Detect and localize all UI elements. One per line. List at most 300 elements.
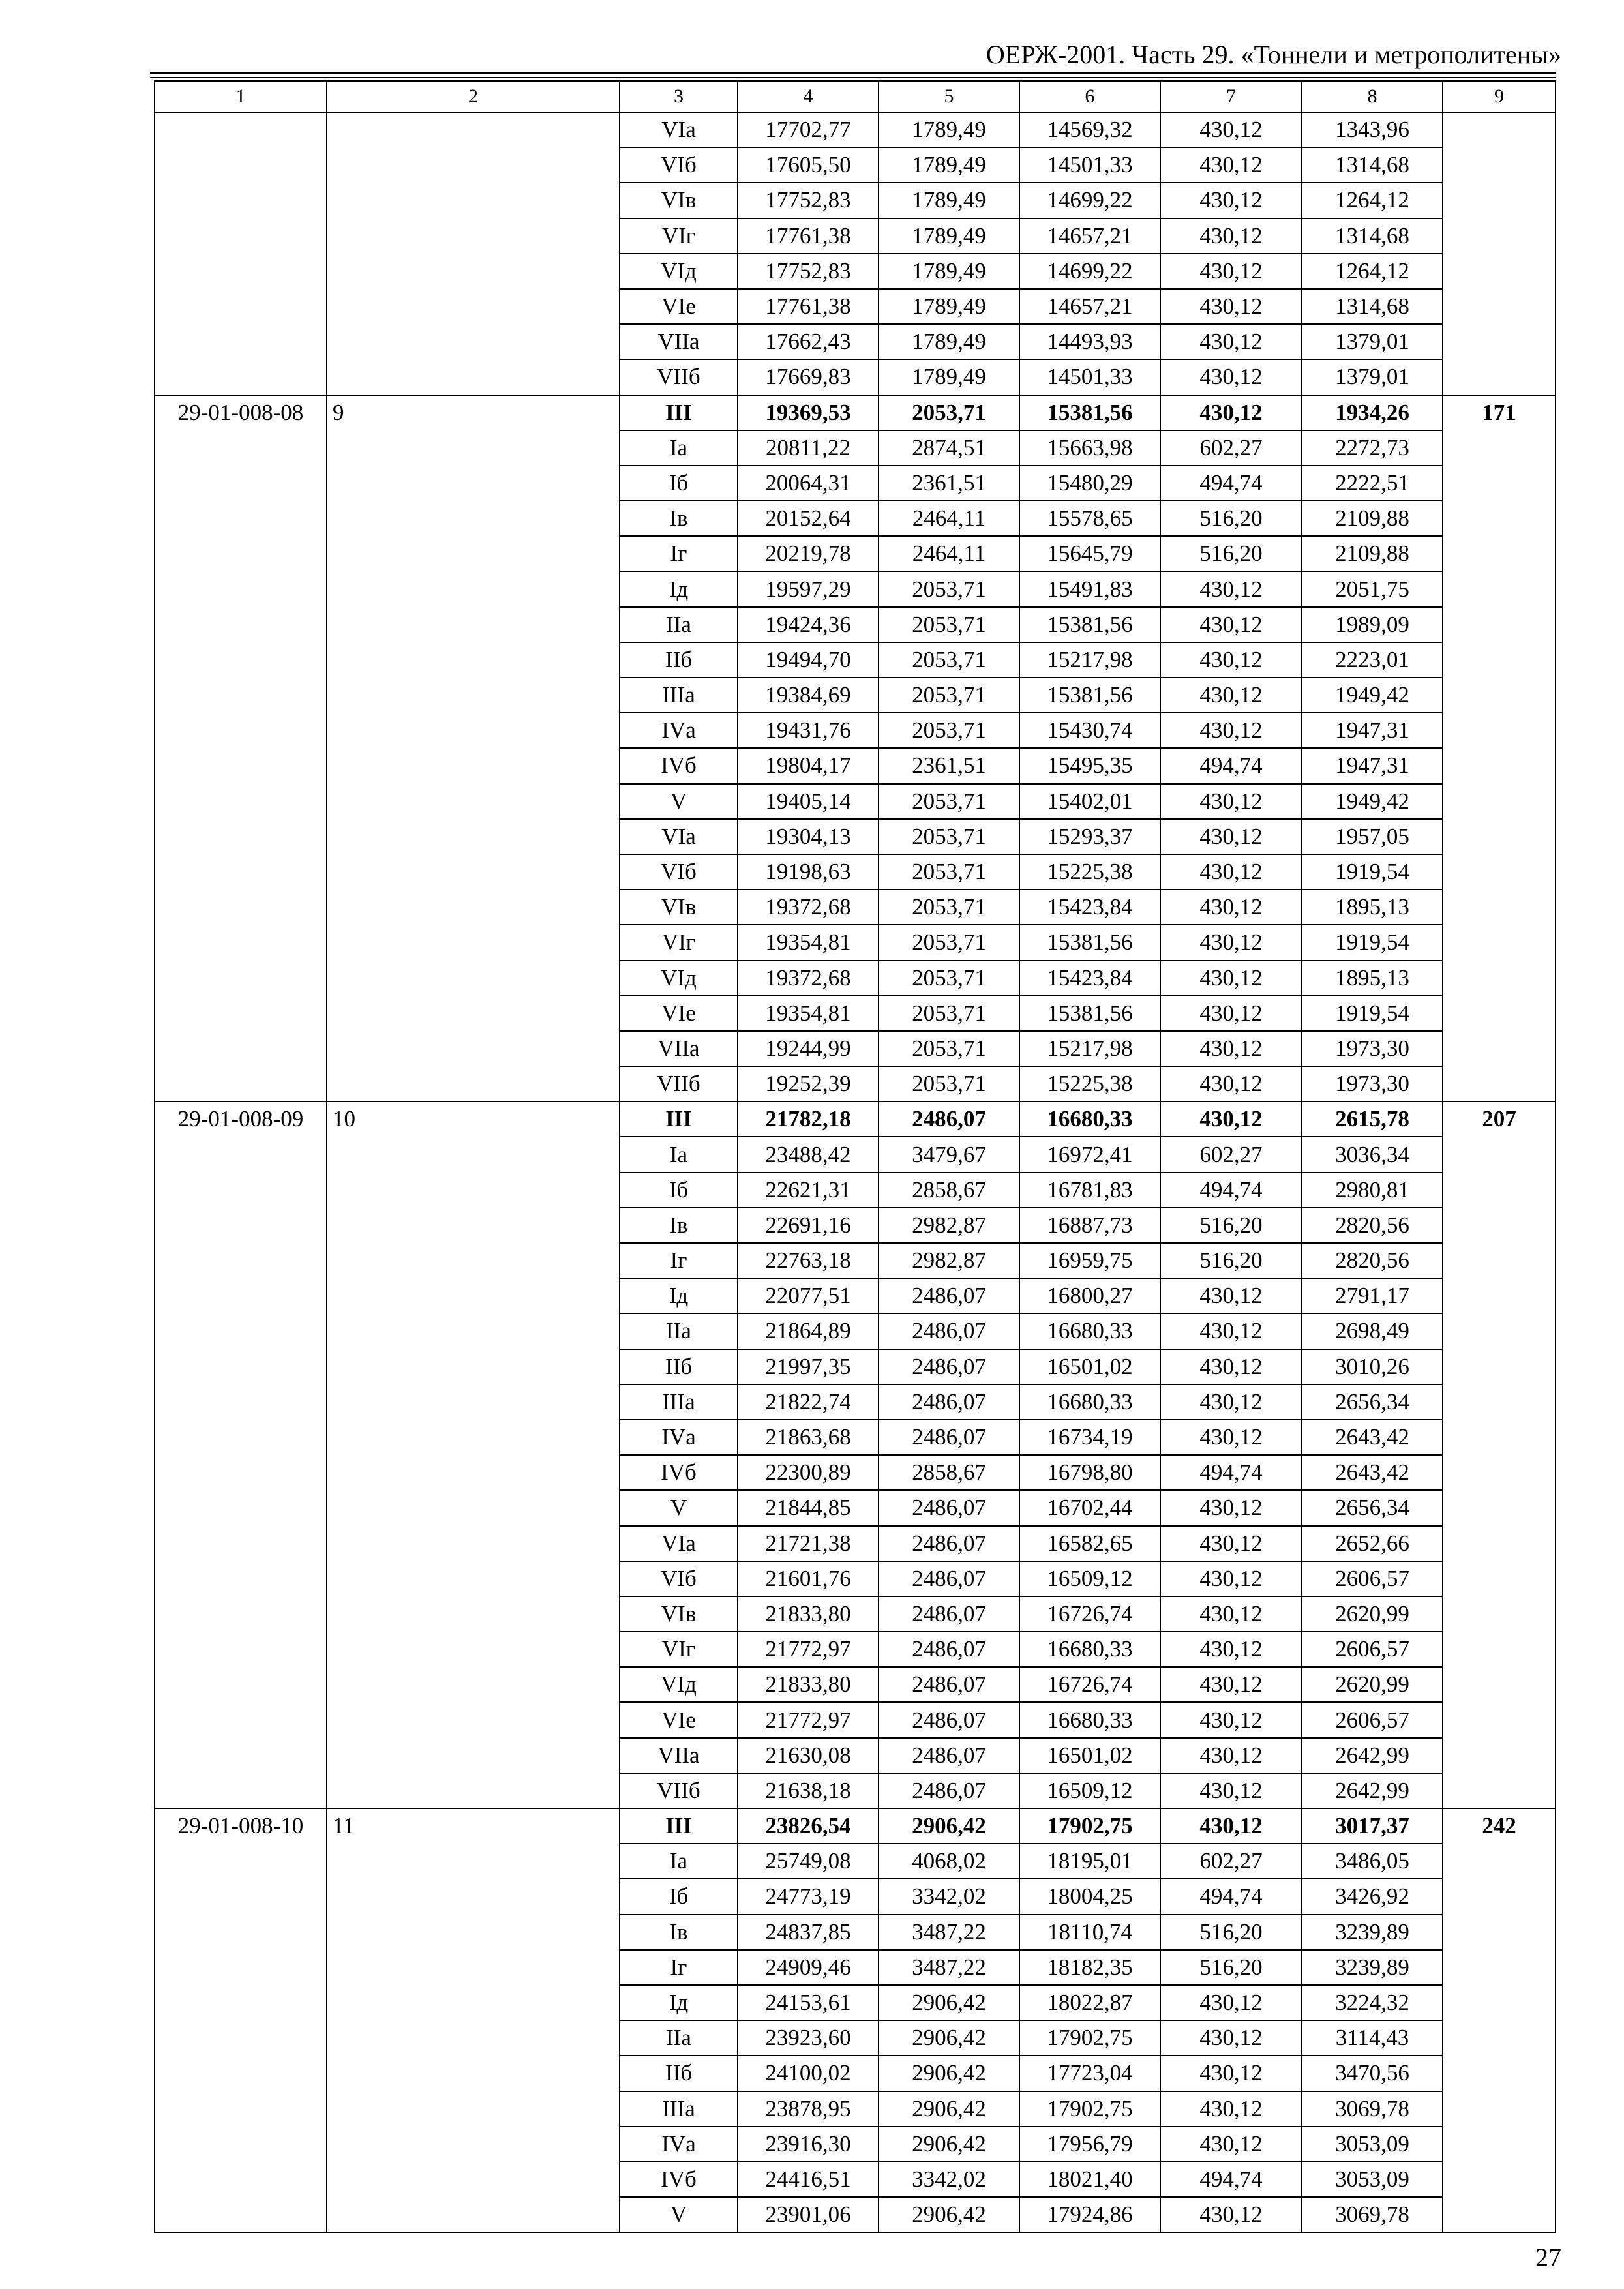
region-cell: Iд: [620, 571, 738, 606]
rate-code: 29-01-008-08: [155, 395, 327, 1102]
value-cell: 21833,80: [738, 1596, 879, 1632]
value-cell: 18195,01: [1019, 1844, 1160, 1879]
value-cell: 2906,42: [879, 2091, 1019, 2127]
value-cell: 430,12: [1160, 1985, 1302, 2020]
value-cell: 22691,16: [738, 1208, 879, 1243]
value-cell: 2698,49: [1302, 1313, 1443, 1349]
value-cell: 430,12: [1160, 678, 1302, 713]
rates-table: [154, 80, 1556, 2233]
value-cell: 1789,49: [879, 147, 1019, 183]
value-cell: 17902,75: [1019, 2020, 1160, 2056]
region-cell: III: [620, 395, 738, 430]
rate-code: 29-01-008-10: [155, 1808, 327, 2232]
region-cell: VIе: [620, 996, 738, 1031]
region-cell: IIб: [620, 2056, 738, 2091]
value-cell: 20219,78: [738, 536, 879, 571]
value-cell: 3053,09: [1302, 2127, 1443, 2162]
value-cell: 1957,05: [1302, 819, 1443, 854]
value-cell: 2486,07: [879, 1490, 1019, 1525]
value-cell: 2606,57: [1302, 1561, 1443, 1596]
value-cell: 17662,43: [738, 324, 879, 359]
value-cell: 16509,12: [1019, 1561, 1160, 1596]
value-cell: 22300,89: [738, 1455, 879, 1490]
value-cell: 20811,22: [738, 430, 879, 466]
value-cell: 24909,46: [738, 1950, 879, 1985]
table-row: [155, 395, 1556, 430]
value-cell: 2606,57: [1302, 1632, 1443, 1667]
value-cell: 494,74: [1160, 1173, 1302, 1208]
value-cell: 16509,12: [1019, 1773, 1160, 1808]
value-cell: 3487,22: [879, 1950, 1019, 1985]
value-cell: 2980,81: [1302, 1173, 1443, 1208]
value-cell: 15381,56: [1019, 678, 1160, 713]
value-cell: 19384,69: [738, 678, 879, 713]
value-cell: 17752,83: [738, 254, 879, 289]
value-cell: 3239,89: [1302, 1915, 1443, 1950]
value-cell: 516,20: [1160, 501, 1302, 536]
value-cell: 1973,30: [1302, 1066, 1443, 1101]
value-cell: 16680,33: [1019, 1632, 1160, 1667]
value-cell: 1314,68: [1302, 218, 1443, 254]
value-cell: 15578,65: [1019, 501, 1160, 536]
value-cell: 2109,88: [1302, 501, 1443, 536]
value-cell: 2642,99: [1302, 1773, 1443, 1808]
value-cell: 516,20: [1160, 1208, 1302, 1243]
value-cell: 1789,49: [879, 183, 1019, 218]
value-cell: 3069,78: [1302, 2197, 1443, 2232]
value-cell: 2053,71: [879, 925, 1019, 960]
value-cell: 430,12: [1160, 1632, 1302, 1667]
region-cell: VIв: [620, 890, 738, 925]
value-cell: 2486,07: [879, 1561, 1019, 1596]
value-cell: 1949,42: [1302, 678, 1443, 713]
value-cell: 2486,07: [879, 1420, 1019, 1455]
value-cell: 430,12: [1160, 996, 1302, 1031]
value-cell: 430,12: [1160, 147, 1302, 183]
value-cell: 516,20: [1160, 1950, 1302, 1985]
value-cell: 19424,36: [738, 607, 879, 642]
value-cell: 430,12: [1160, 961, 1302, 996]
value-cell: 19198,63: [738, 854, 879, 890]
value-cell: 16501,02: [1019, 1349, 1160, 1384]
value-cell: 19304,13: [738, 819, 879, 854]
value-cell: 430,12: [1160, 1101, 1302, 1137]
region-cell: VIIб: [620, 1066, 738, 1101]
value-cell: 2906,42: [879, 2020, 1019, 2056]
value-cell: 1789,49: [879, 359, 1019, 395]
value-cell: 1973,30: [1302, 1031, 1443, 1066]
value-cell: 21864,89: [738, 1313, 879, 1349]
value-cell: 430,12: [1160, 642, 1302, 678]
region-cell: III: [620, 1808, 738, 1844]
region-cell: Iг: [620, 1243, 738, 1278]
value-cell: 2906,42: [879, 2197, 1019, 2232]
value-cell: 1947,31: [1302, 748, 1443, 783]
value-cell: 2906,42: [879, 1985, 1019, 2020]
header-rule-thin: [150, 77, 1556, 78]
value-cell: 430,12: [1160, 254, 1302, 289]
value-cell: 1895,13: [1302, 890, 1443, 925]
region-cell: V: [620, 2197, 738, 2232]
value-cell: 2858,67: [879, 1173, 1019, 1208]
value-cell: 17702,77: [738, 112, 879, 147]
value-cell: 2643,42: [1302, 1455, 1443, 1490]
value-cell: 19494,70: [738, 642, 879, 678]
value-cell: 2109,88: [1302, 536, 1443, 571]
value-cell: 2486,07: [879, 1313, 1019, 1349]
value-cell: 17902,75: [1019, 2091, 1160, 2127]
column-header: 4: [738, 81, 879, 112]
value-cell: 2053,71: [879, 1031, 1019, 1066]
region-cell: IIIа: [620, 2091, 738, 2127]
rate-code: [155, 112, 327, 395]
region-cell: III: [620, 1101, 738, 1137]
value-cell: 3342,02: [879, 2162, 1019, 2197]
value-cell: 18022,87: [1019, 1985, 1160, 2020]
value-cell: 16726,74: [1019, 1667, 1160, 1702]
value-cell: 15402,01: [1019, 784, 1160, 819]
value-cell: 21782,18: [738, 1101, 879, 1137]
column-header: 7: [1160, 81, 1302, 112]
value-cell: 16680,33: [1019, 1313, 1160, 1349]
region-cell: VIе: [620, 1702, 738, 1737]
value-cell: 18182,35: [1019, 1950, 1160, 1985]
value-cell: 14501,33: [1019, 359, 1160, 395]
value-cell: 430,12: [1160, 1702, 1302, 1737]
value-cell: 1789,49: [879, 254, 1019, 289]
value-cell: 15423,84: [1019, 961, 1160, 996]
value-cell: 21863,68: [738, 1420, 879, 1455]
value-cell: 17924,86: [1019, 2197, 1160, 2232]
value-cell: 15381,56: [1019, 925, 1160, 960]
value-cell: 516,20: [1160, 1243, 1302, 1278]
value-cell: 3239,89: [1302, 1950, 1443, 1985]
value-cell: 430,12: [1160, 1031, 1302, 1066]
region-cell: Iа: [620, 430, 738, 466]
region-cell: VIг: [620, 925, 738, 960]
value-cell: 16798,80: [1019, 1455, 1160, 1490]
value-cell: 1919,54: [1302, 996, 1443, 1031]
value-cell: 19252,39: [738, 1066, 879, 1101]
value-cell: 18004,25: [1019, 1879, 1160, 1914]
value-cell: 14699,22: [1019, 183, 1160, 218]
column-header: 2: [327, 81, 620, 112]
column-header: 6: [1019, 81, 1160, 112]
value-cell: 15480,29: [1019, 466, 1160, 501]
value-cell: 23923,60: [738, 2020, 879, 2056]
value-cell: 24153,61: [738, 1985, 879, 2020]
column-header: 5: [879, 81, 1019, 112]
value-cell: 2906,42: [879, 1808, 1019, 1844]
value-cell: 430,12: [1160, 784, 1302, 819]
value-cell: 2486,07: [879, 1596, 1019, 1632]
region-cell: VIв: [620, 183, 738, 218]
value-cell: 1989,09: [1302, 607, 1443, 642]
column-number-row: [155, 81, 1556, 112]
value-cell: 22763,18: [738, 1243, 879, 1278]
region-cell: Iа: [620, 1137, 738, 1172]
value-cell: 15645,79: [1019, 536, 1160, 571]
value-cell: 17669,83: [738, 359, 879, 395]
region-cell: Iб: [620, 466, 738, 501]
value-cell: 2652,66: [1302, 1526, 1443, 1561]
region-cell: Iг: [620, 536, 738, 571]
value-cell: 23901,06: [738, 2197, 879, 2232]
value-cell: 430,12: [1160, 218, 1302, 254]
value-cell: 14657,21: [1019, 218, 1160, 254]
value-cell: 2222,51: [1302, 466, 1443, 501]
value-cell: 3053,09: [1302, 2162, 1443, 2197]
value-cell: 430,12: [1160, 571, 1302, 606]
value-cell: 430,12: [1160, 2127, 1302, 2162]
value-cell: 1264,12: [1302, 183, 1443, 218]
value-cell: 24100,02: [738, 2056, 879, 2091]
value-cell: 15293,37: [1019, 819, 1160, 854]
value-cell: 2656,34: [1302, 1384, 1443, 1420]
region-cell: IVа: [620, 713, 738, 748]
column-header: 1: [155, 81, 327, 112]
value-cell: 23878,95: [738, 2091, 879, 2127]
value-cell: 430,12: [1160, 713, 1302, 748]
value-cell: 2464,11: [879, 536, 1019, 571]
value-cell: 3224,32: [1302, 1985, 1443, 2020]
table-body: [155, 112, 1556, 2232]
value-cell: 19244,99: [738, 1031, 879, 1066]
rate-number: 11: [327, 1808, 620, 2232]
value-cell: 430,12: [1160, 925, 1302, 960]
region-cell: Iб: [620, 1173, 738, 1208]
value-cell: 15423,84: [1019, 890, 1160, 925]
header-rule: [150, 72, 1556, 74]
value-cell: 19804,17: [738, 748, 879, 783]
value-cell: 2656,34: [1302, 1490, 1443, 1525]
region-cell: VIа: [620, 819, 738, 854]
value-cell: 2906,42: [879, 2056, 1019, 2091]
rate-number: 10: [327, 1101, 620, 1808]
region-cell: VIв: [620, 1596, 738, 1632]
value-cell: 21997,35: [738, 1349, 879, 1384]
region-cell: V: [620, 784, 738, 819]
value-cell: 430,12: [1160, 2091, 1302, 2127]
value-cell: 430,12: [1160, 1490, 1302, 1525]
value-cell: 3486,05: [1302, 1844, 1443, 1879]
value-cell: 2820,56: [1302, 1208, 1443, 1243]
page-header-title: ОЕРЖ-2001. Часть 29. «Тоннели и метрополитены»: [985, 40, 1561, 69]
value-cell: 1947,31: [1302, 713, 1443, 748]
value-cell: 3342,02: [879, 1879, 1019, 1914]
value-cell: 1264,12: [1302, 254, 1443, 289]
value-cell: 2620,99: [1302, 1667, 1443, 1702]
value-cell: 14493,93: [1019, 324, 1160, 359]
value-cell: 430,12: [1160, 1773, 1302, 1808]
value-cell: 3426,92: [1302, 1879, 1443, 1914]
value-cell: 14699,22: [1019, 254, 1160, 289]
value-cell: 1379,01: [1302, 324, 1443, 359]
value-cell: 430,12: [1160, 819, 1302, 854]
value-cell: 2053,71: [879, 607, 1019, 642]
value-cell: 494,74: [1160, 1455, 1302, 1490]
value-cell: 2486,07: [879, 1526, 1019, 1561]
value-cell: 430,12: [1160, 183, 1302, 218]
value-cell: 2486,07: [879, 1632, 1019, 1667]
region-cell: VIIб: [620, 1773, 738, 1808]
value-cell: 15217,98: [1019, 1031, 1160, 1066]
value-cell: 16680,33: [1019, 1384, 1160, 1420]
region-cell: IIб: [620, 642, 738, 678]
value-cell: 2053,71: [879, 713, 1019, 748]
value-cell: 21601,76: [738, 1561, 879, 1596]
region-cell: Iв: [620, 501, 738, 536]
column-header: 8: [1302, 81, 1443, 112]
value-cell: 430,12: [1160, 1313, 1302, 1349]
region-cell: Iв: [620, 1915, 738, 1950]
value-cell: 430,12: [1160, 1526, 1302, 1561]
value-cell: 2620,99: [1302, 1596, 1443, 1632]
value-cell: 494,74: [1160, 1879, 1302, 1914]
value-cell: 19405,14: [738, 784, 879, 819]
value-cell: 2053,71: [879, 678, 1019, 713]
value-cell: 2606,57: [1302, 1702, 1443, 1737]
value-cell: 20152,64: [738, 501, 879, 536]
value-cell: 16887,73: [1019, 1208, 1160, 1243]
value-cell: 2051,75: [1302, 571, 1443, 606]
value-cell: 19597,29: [738, 571, 879, 606]
value-cell: 3479,67: [879, 1137, 1019, 1172]
value-cell: 3487,22: [879, 1915, 1019, 1950]
value-cell: 2643,42: [1302, 1420, 1443, 1455]
value-cell: 430,12: [1160, 1278, 1302, 1313]
value-cell: 3017,37: [1302, 1808, 1443, 1844]
labor-total: [1443, 112, 1556, 395]
rate-number: [327, 112, 620, 395]
value-cell: 430,12: [1160, 1738, 1302, 1773]
value-cell: 602,27: [1160, 1844, 1302, 1879]
value-cell: 2486,07: [879, 1738, 1019, 1773]
region-cell: VIб: [620, 1561, 738, 1596]
value-cell: 15495,35: [1019, 748, 1160, 783]
value-cell: 602,27: [1160, 430, 1302, 466]
value-cell: 16680,33: [1019, 1101, 1160, 1137]
value-cell: 430,12: [1160, 1561, 1302, 1596]
value-cell: 430,12: [1160, 289, 1302, 324]
value-cell: 15225,38: [1019, 854, 1160, 890]
region-cell: IVб: [620, 748, 738, 783]
region-cell: IIб: [620, 1349, 738, 1384]
value-cell: 24773,19: [738, 1879, 879, 1914]
region-cell: VIа: [620, 1526, 738, 1561]
value-cell: 2361,51: [879, 748, 1019, 783]
value-cell: 1343,96: [1302, 112, 1443, 147]
value-cell: 2486,07: [879, 1349, 1019, 1384]
value-cell: 16702,44: [1019, 1490, 1160, 1525]
value-cell: 3470,56: [1302, 2056, 1443, 2091]
page-number: 27: [1535, 2243, 1561, 2272]
value-cell: 430,12: [1160, 1349, 1302, 1384]
region-cell: V: [620, 1490, 738, 1525]
value-cell: 430,12: [1160, 1596, 1302, 1632]
value-cell: 16734,19: [1019, 1420, 1160, 1455]
value-cell: 19369,53: [738, 395, 879, 430]
region-cell: VIIа: [620, 324, 738, 359]
region-cell: VIа: [620, 112, 738, 147]
table-row: [155, 112, 1556, 147]
value-cell: 430,12: [1160, 1420, 1302, 1455]
value-cell: 430,12: [1160, 1384, 1302, 1420]
value-cell: 23488,42: [738, 1137, 879, 1172]
value-cell: 2053,71: [879, 642, 1019, 678]
region-cell: VIг: [620, 1632, 738, 1667]
value-cell: 15663,98: [1019, 430, 1160, 466]
region-cell: Iг: [620, 1950, 738, 1985]
value-cell: 2361,51: [879, 466, 1019, 501]
value-cell: 2223,01: [1302, 642, 1443, 678]
value-cell: 18110,74: [1019, 1915, 1160, 1950]
value-cell: 21772,97: [738, 1702, 879, 1737]
value-cell: 1314,68: [1302, 147, 1443, 183]
region-cell: IIа: [620, 607, 738, 642]
value-cell: 2053,71: [879, 819, 1019, 854]
value-cell: 17902,75: [1019, 1808, 1160, 1844]
value-cell: 2464,11: [879, 501, 1019, 536]
value-cell: 1919,54: [1302, 925, 1443, 960]
region-cell: VIе: [620, 289, 738, 324]
value-cell: 1379,01: [1302, 359, 1443, 395]
column-header: 9: [1443, 81, 1556, 112]
value-cell: 2615,78: [1302, 1101, 1443, 1137]
value-cell: 430,12: [1160, 324, 1302, 359]
value-cell: 16680,33: [1019, 1702, 1160, 1737]
value-cell: 21822,74: [738, 1384, 879, 1420]
value-cell: 2053,71: [879, 571, 1019, 606]
region-cell: Iд: [620, 1278, 738, 1313]
labor-total: 171: [1443, 395, 1556, 1102]
value-cell: 430,12: [1160, 2020, 1302, 2056]
value-cell: 2982,87: [879, 1243, 1019, 1278]
value-cell: 430,12: [1160, 1808, 1302, 1844]
value-cell: 2053,71: [879, 996, 1019, 1031]
value-cell: 21833,80: [738, 1667, 879, 1702]
value-cell: 17752,83: [738, 183, 879, 218]
value-cell: 14569,32: [1019, 112, 1160, 147]
value-cell: 4068,02: [879, 1844, 1019, 1879]
value-cell: 3010,26: [1302, 1349, 1443, 1384]
value-cell: 2486,07: [879, 1702, 1019, 1737]
value-cell: 494,74: [1160, 748, 1302, 783]
column-header: 3: [620, 81, 738, 112]
value-cell: 17956,79: [1019, 2127, 1160, 2162]
value-cell: 2858,67: [879, 1455, 1019, 1490]
region-cell: VIг: [620, 218, 738, 254]
value-cell: 14657,21: [1019, 289, 1160, 324]
value-cell: 15217,98: [1019, 642, 1160, 678]
value-cell: 516,20: [1160, 1915, 1302, 1950]
region-cell: IVа: [620, 1420, 738, 1455]
value-cell: 23826,54: [738, 1808, 879, 1844]
value-cell: 22621,31: [738, 1173, 879, 1208]
value-cell: 15381,56: [1019, 395, 1160, 430]
value-cell: 15430,74: [1019, 713, 1160, 748]
value-cell: 2791,17: [1302, 1278, 1443, 1313]
value-cell: 430,12: [1160, 2056, 1302, 2091]
value-cell: 2642,99: [1302, 1738, 1443, 1773]
value-cell: 430,12: [1160, 112, 1302, 147]
value-cell: 430,12: [1160, 1066, 1302, 1101]
value-cell: 2486,07: [879, 1667, 1019, 1702]
value-cell: 3036,34: [1302, 1137, 1443, 1172]
value-cell: 19372,68: [738, 961, 879, 996]
value-cell: 430,12: [1160, 359, 1302, 395]
value-cell: 1789,49: [879, 112, 1019, 147]
